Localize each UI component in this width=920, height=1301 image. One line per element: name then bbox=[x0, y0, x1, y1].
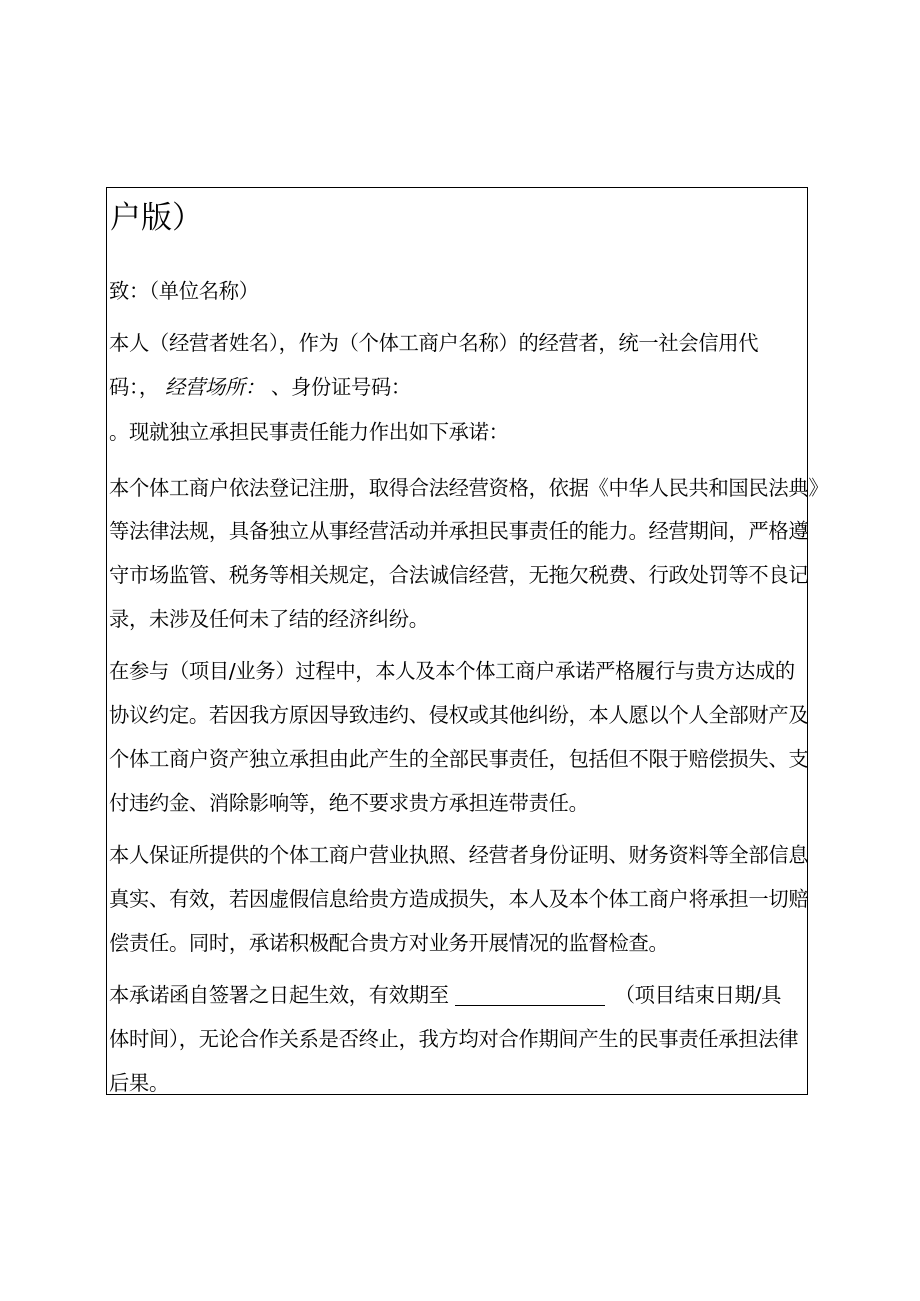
document-border bbox=[106, 187, 808, 1095]
para4-line-3: 后果。 bbox=[109, 1071, 169, 1095]
para3-line-3: 偿责任。同时，承诺积极配合贵方对业务开展情况的监督检查。 bbox=[109, 931, 669, 955]
intro-line-3: 。现就独立承担民事责任能力作出如下承诺： bbox=[109, 420, 509, 444]
para3-line-2: 真实、有效，若因虚假信息给贵方造成损失，本人及本个体工商户将承担一切赔 bbox=[109, 887, 809, 911]
para1-line-2: 等法律法规，具备独立从事经营活动并承担民事责任的能力。经营期间，严格遵 bbox=[109, 519, 809, 543]
validity-date-blank[interactable] bbox=[455, 985, 605, 1006]
addressee-line: 致：（单位名称） bbox=[109, 279, 259, 303]
intro-line-1: 本人（经营者姓名），作为（个体工商户名称）的经营者，统一社会信用代 bbox=[109, 331, 759, 355]
intro-line-2 bbox=[109, 372, 411, 402]
para1-line-4: 录，未涉及任何未了结的经济纠纷。 bbox=[109, 607, 429, 631]
para2-line-3: 个体工商户资产独立承担由此产生的全部民事责任，包括但不限于赔偿损失、支 bbox=[109, 747, 809, 771]
business-address-label: 经营场所： bbox=[164, 375, 265, 399]
para1-line-1: 本个体工商户依法登记注册，取得合法经营资格，依据《中华人民共和国民法典》 bbox=[109, 476, 829, 500]
para4-line-1 bbox=[109, 980, 781, 1010]
para2-line-1: 在参与（项目/业务）过程中，本人及本个体工商户承诺严格履行与贵方达成的 bbox=[109, 659, 795, 683]
validity-label: 本承诺函自签署之日起生效，有效期至 bbox=[109, 983, 449, 1007]
para2-line-2: 协议约定。若因我方原因导致违约、侵权或其他纠纷，本人愿以个人全部财产及 bbox=[109, 703, 809, 727]
para2-line-4: 付违约金、消除影响等，绝不要求贵方承担连带责任。 bbox=[109, 791, 589, 815]
validity-note: （项目结束日期/具 bbox=[614, 983, 782, 1007]
credit-code-label: 码：， bbox=[109, 375, 159, 399]
para4-line-2: 体时间），无论合作关系是否终止，我方均对合作期间产生的民事责任承担法律 bbox=[109, 1027, 799, 1051]
id-number-label: 、身份证号码： bbox=[271, 375, 411, 399]
para1-line-3: 守市场监管、税务等相关规定，合法诚信经营，无拖欠税费、行政处罚等不良记 bbox=[109, 563, 809, 587]
para3-line-1: 本人保证所提供的个体工商户营业执照、经营者身份证明、财务资料等全部信息 bbox=[109, 843, 809, 867]
document-title: 户版） bbox=[110, 200, 203, 236]
